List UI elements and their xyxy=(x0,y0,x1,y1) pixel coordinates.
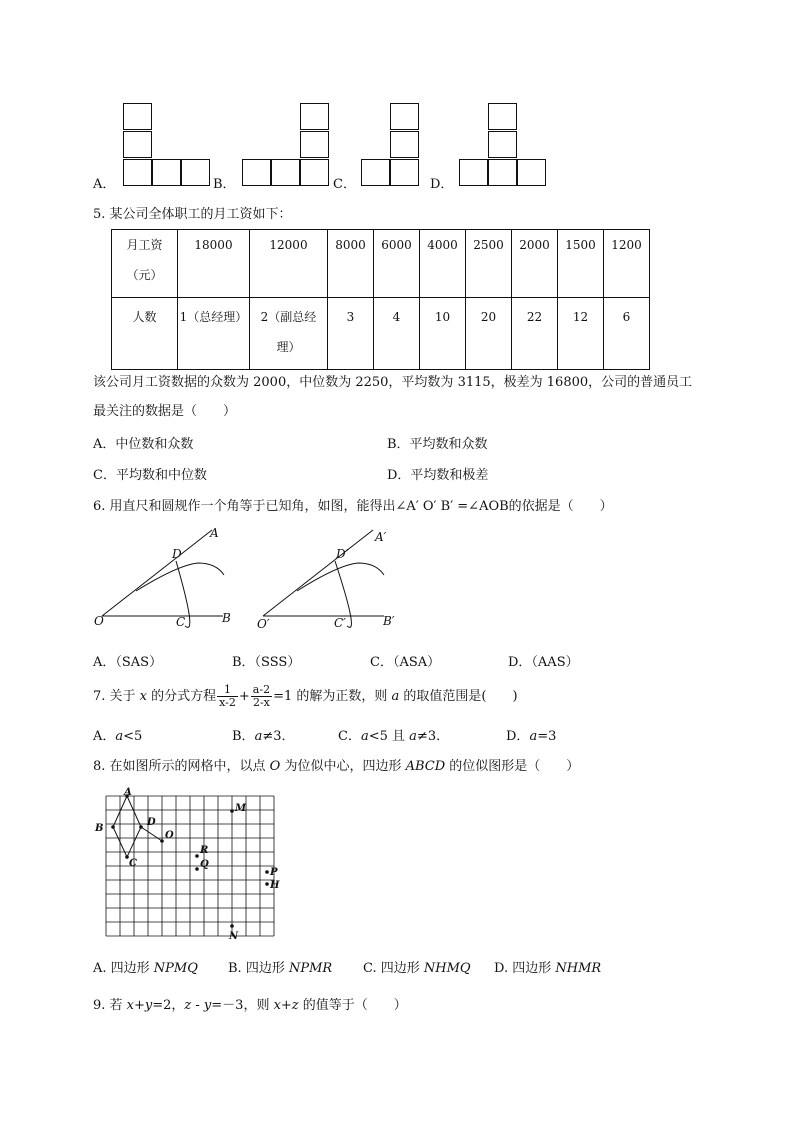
table-cell: 2（副总经 理） xyxy=(250,298,328,370)
table-row xyxy=(112,230,650,298)
table-cell: 18000 xyxy=(178,230,250,298)
q8-option-d: D. 四边形 NHMR xyxy=(494,961,602,976)
q5-text-line2: 最关注的数据是（ ） xyxy=(93,404,237,419)
grid-label-p: P xyxy=(270,867,278,878)
table-header-cell: 月工资 （元） xyxy=(112,230,178,298)
table-cell: 22 xyxy=(512,298,558,370)
q5-option-c: C．平均数和中位数 xyxy=(93,468,207,483)
q7-fraction-1: $\frac{1}{x-2}$ xyxy=(219,683,236,709)
grid-label-d: D xyxy=(147,817,156,828)
q8-option-b: B. 四边形 NPMR xyxy=(228,961,333,976)
q4-option-b-label: B． xyxy=(213,177,236,192)
table-cell: 12 xyxy=(558,298,604,370)
fig2-label-c: C′ xyxy=(334,616,346,630)
table-cell: 6 xyxy=(604,298,650,370)
q5-option-a: A．中位数和众数 xyxy=(93,437,194,452)
q6-angle-figures xyxy=(88,525,418,635)
table-cell: 6000 xyxy=(374,230,420,298)
q5-text-line1: 该公司月工资数据的众数为 2000，中位数为 2250，平均数为 3115，极差为 16800，公司的普通员工 xyxy=(93,375,693,390)
table-row xyxy=(112,298,650,370)
grid-label-m: M xyxy=(235,803,247,814)
grid-label-c: C xyxy=(129,858,137,869)
table-cell: 3 xyxy=(328,298,374,370)
grid-label-r: R xyxy=(200,845,209,856)
table-cell: 1（总经理） xyxy=(178,298,250,370)
fig1-label-b: B xyxy=(222,611,231,625)
fig2-label-b: B′ xyxy=(383,614,395,628)
table-cell: 4000 xyxy=(420,230,466,298)
table-cell: 2500 xyxy=(466,230,512,298)
q7-option-a: A．a<5 xyxy=(93,729,143,744)
q6-option-b: B．（SSS） xyxy=(232,655,301,670)
grid-label-a: A xyxy=(124,787,132,798)
q8-option-c: C. 四边形 NHMQ xyxy=(363,961,471,976)
fig2-label-a: A′ xyxy=(375,530,387,544)
q7-option-c: C．a<5 且 a≠3． xyxy=(338,729,450,744)
table-header-cell: 人数 xyxy=(112,298,178,370)
q4-option-c-label: C． xyxy=(333,177,356,192)
q8-stem: 8. 在如图所示的网格中，以点 O 为位似中心，四边形 ABCD 的位似图形是（ ） xyxy=(93,759,580,774)
q5-option-d: D．平均数和极差 xyxy=(387,468,489,483)
fig1-label-d: D xyxy=(172,547,182,561)
table-cell: 1200 xyxy=(604,230,650,298)
q5-option-b: B．平均数和众数 xyxy=(387,437,488,452)
q4-option-d-label: D． xyxy=(430,177,454,192)
q7-fraction-2: $\frac{a-2}{2-x}$ xyxy=(252,683,271,709)
table-cell: 12000 xyxy=(250,230,328,298)
grid-label-o: O xyxy=(165,830,174,841)
q4-option-a-label: A． xyxy=(93,177,116,192)
q7-option-b: B．a≠3． xyxy=(232,729,295,744)
q8-option-a: A. 四边形 NPMQ xyxy=(93,961,198,976)
grid-label-n: N xyxy=(229,931,239,942)
q8-grid-figure xyxy=(92,786,292,946)
q9-stem: 9. 若 x+y=2，z - y=－3，则 x+z 的值等于（ ） xyxy=(93,998,407,1013)
table-cell: 4 xyxy=(374,298,420,370)
table-cell: 10 xyxy=(420,298,466,370)
grid-label-q: Q xyxy=(200,859,209,870)
q6-stem: 6. 用直尺和圆规作一个角等于已知角，如图，能得出∠A′ O′ B′ =∠AOB的依据是（ ） xyxy=(93,499,613,514)
q5-stem: 5. 某公司全体职工的月工资如下： xyxy=(93,207,292,222)
fig2-label-o: O′ xyxy=(257,617,270,631)
q6-option-a: A．（SAS） xyxy=(93,655,163,670)
fig1-label-a: A xyxy=(210,526,219,540)
table-cell: 8000 xyxy=(328,230,374,298)
q6-option-c: C．（ASA） xyxy=(370,655,441,670)
fig1-label-c: C xyxy=(176,615,186,629)
grid-label-b: B xyxy=(95,823,104,834)
table-cell: 20 xyxy=(466,298,512,370)
q7-stem: 7. 关于 x 的分式方程 $\frac{1}{x-2}$ + $\frac{a-2}{2-x}$ =1 的解为正数，则 a 的取值范围是( ) xyxy=(93,683,518,709)
q7-option-d: D．a=3 xyxy=(506,729,557,744)
fig1-label-o: O xyxy=(94,614,104,628)
salary-table xyxy=(111,229,650,370)
fig2-label-d: D′ xyxy=(336,547,349,561)
grid-label-h: H xyxy=(270,880,280,891)
q6-option-d: D．（AAS） xyxy=(508,655,579,670)
table-cell: 1500 xyxy=(558,230,604,298)
table-cell: 2000 xyxy=(512,230,558,298)
